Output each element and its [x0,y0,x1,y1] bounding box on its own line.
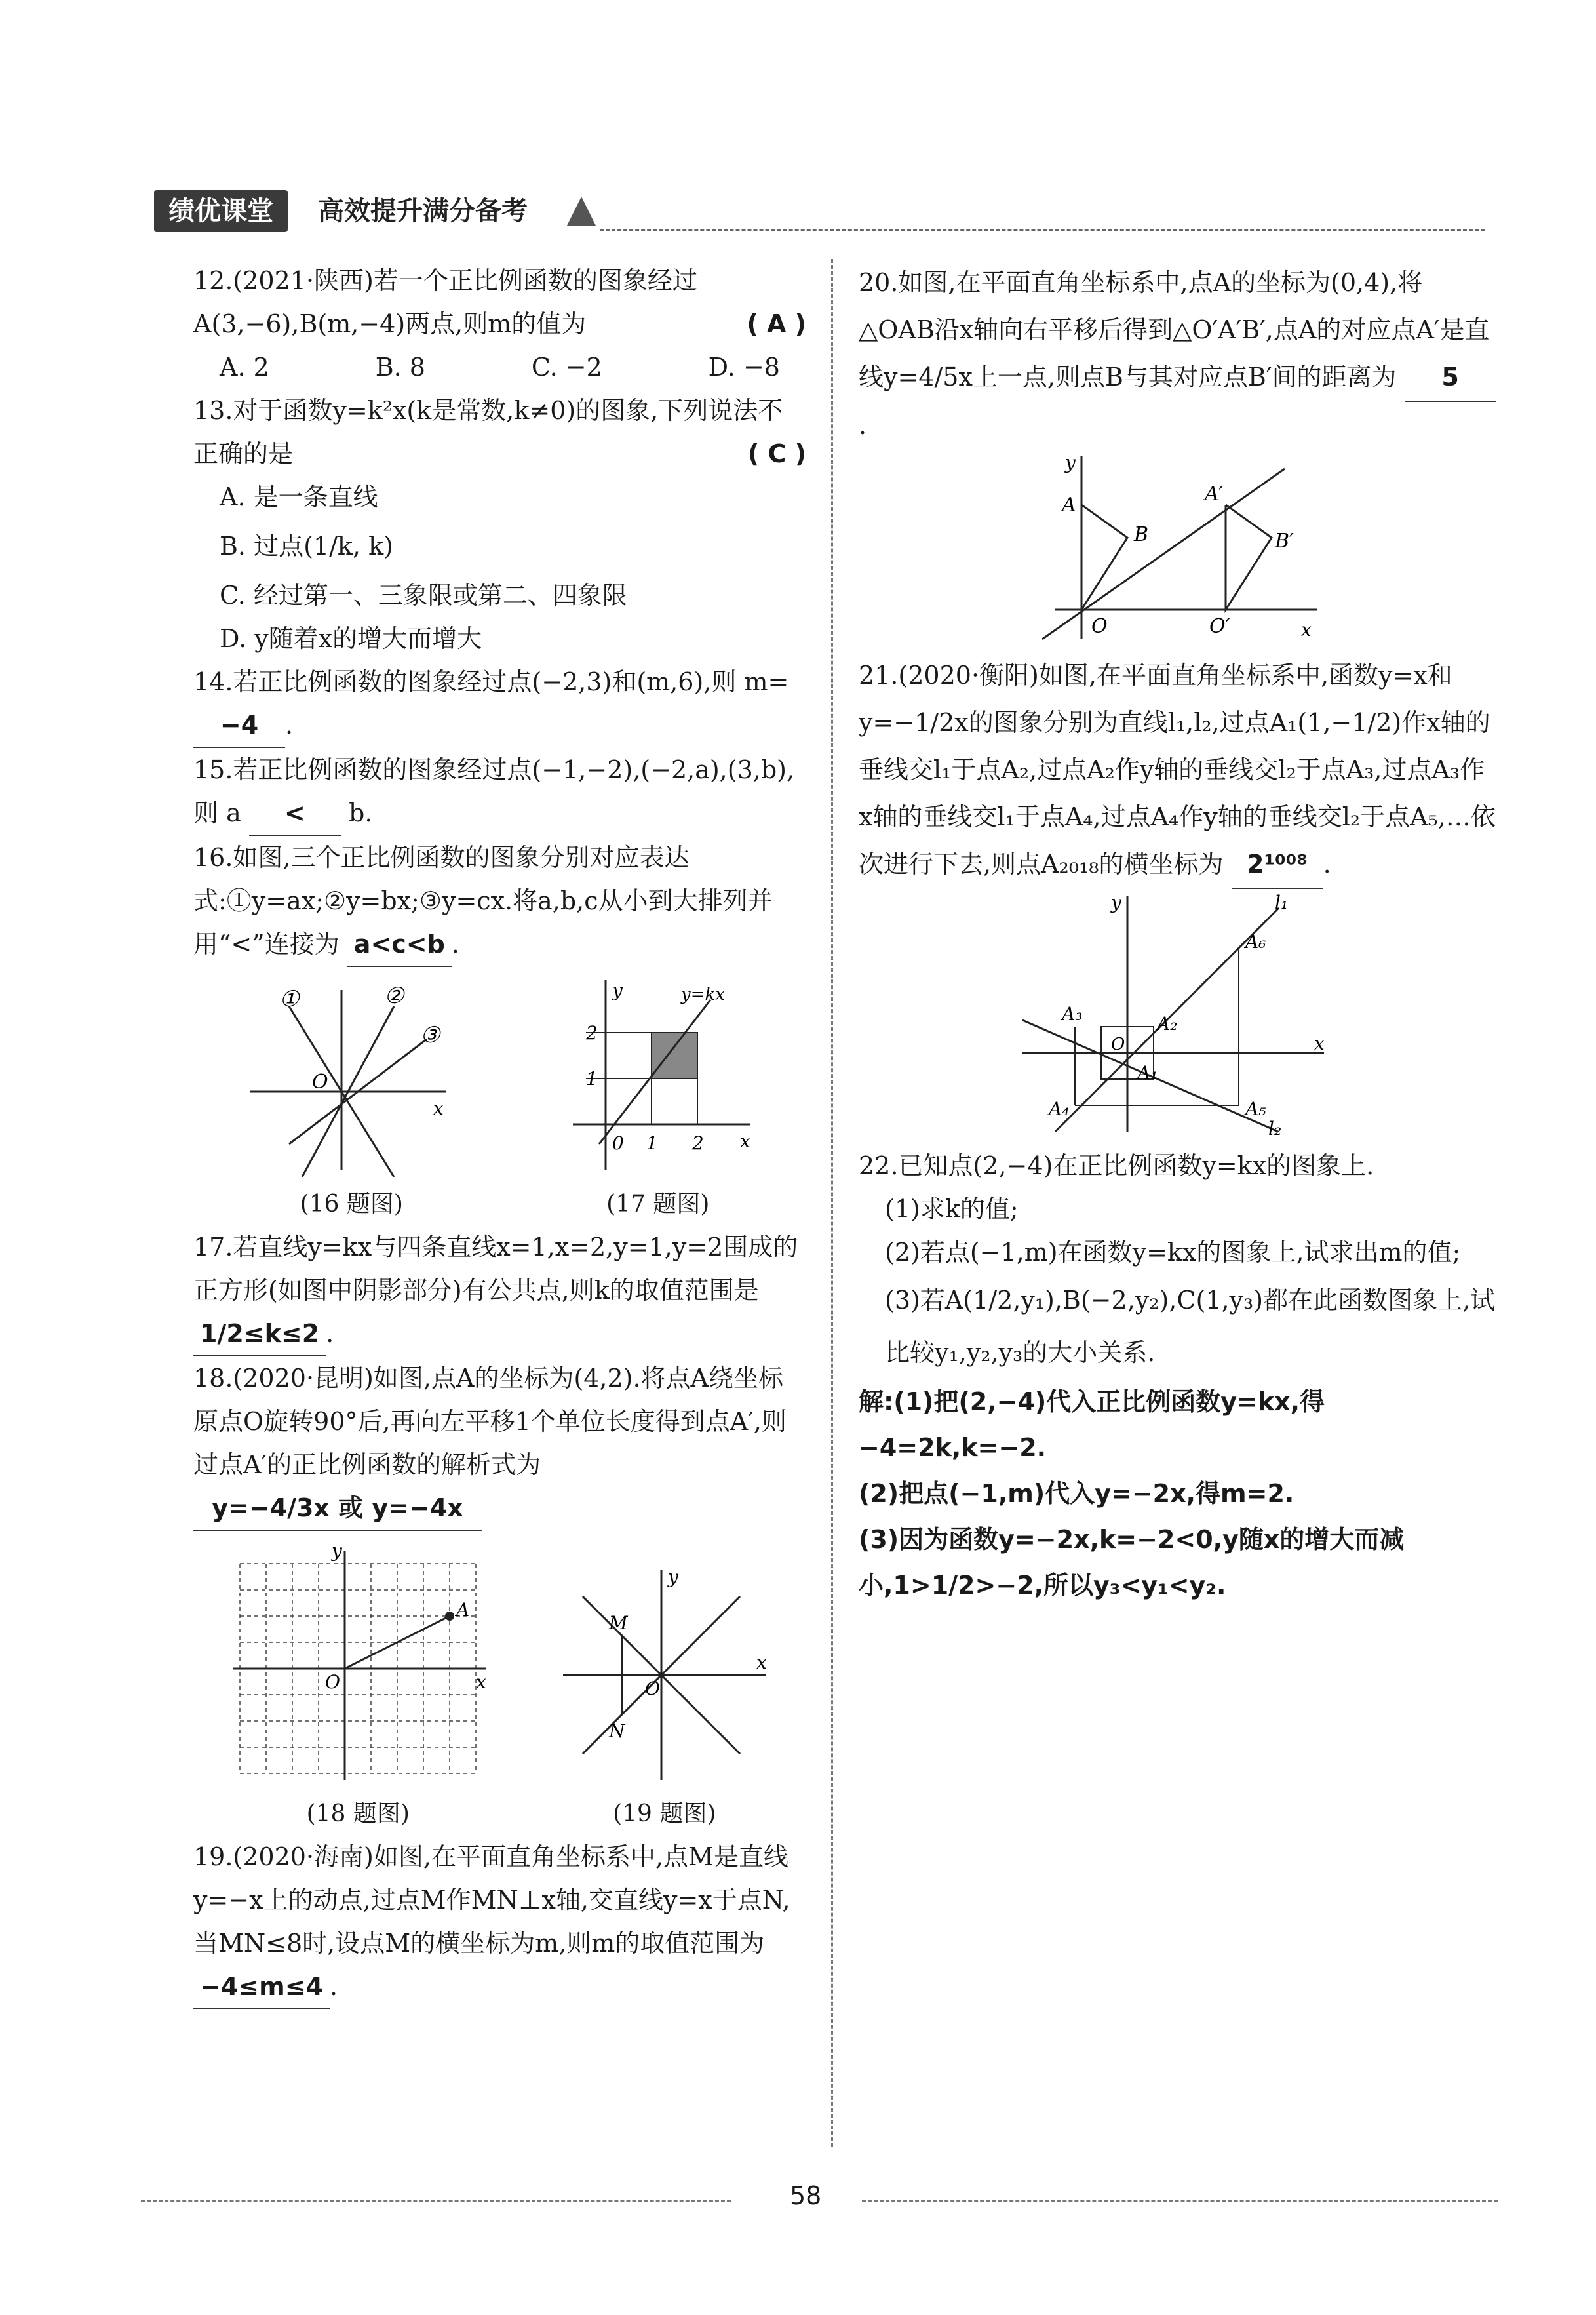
point-a-prime-label: A′ [1205,483,1224,505]
question-18 [193,1356,806,1486]
question-text: 13.对于函数y=k²x(k是常数,k≠0)的图象,下列说法不正确的是 [193,396,783,468]
triangle-icon [567,197,596,226]
question-text: 17.若直线y=kx与四条直线x=1,x=2,y=1,y=2围成的正方形(如图中阴影部分)有公共点,则k的取值范围是 [193,1233,798,1305]
figure-row-16-17 [193,974,806,1219]
origin-label: O [1091,615,1108,638]
question-text: 14.若正比例函数的图象经过点(−2,3)和(m,6),则 m= [193,667,789,696]
label-1: ① [279,987,300,1012]
right-column [859,259,1498,1608]
point-a6-label: A₆ [1245,931,1266,953]
answer-18 [193,1486,806,1531]
tick-1: 1 [646,1132,658,1154]
subquestion: (2)若点(−1,m)在函数y=kx的图象上,试求出m的值; [885,1238,1461,1267]
origin-label: O [1111,1035,1125,1054]
question-22: 22.已知点(2,−4)在正比例函数y=kx的图象上. [859,1151,1374,1180]
header-divider [600,229,1485,231]
origin-label: O [325,1671,341,1693]
question-text: 12.(2021·陕西)若一个正比例函数的图象经过A(3,−6),B(m,−4)两点,则m的值为 [193,266,697,338]
y-axis-label: y [1111,892,1121,913]
y-axis-label: y [612,979,623,1001]
figure-caption: (19 题图) [613,1800,716,1827]
question-21: 21.(2020·衡阳)如图,在平面直角坐标系中,函数y=x和y=−1/2x的图象分别为直线l₁,l₂,过点A₁(1,−1/2)作x轴的垂线交l₁于点A₂,过点A₂作y轴的垂线交l₂于点A₃,过点A₃作x轴的垂线交l₁于点A₄,过点A₄作y轴的垂线交l₂于点A₅,…依次进行下去,则点A₂₀₁₈的横坐标为 2¹⁰⁰⁸ . [859,652,1498,889]
x-axis-label: x [476,1671,487,1693]
point-a4-label: A₄ [1049,1098,1070,1120]
label-2: ② [384,987,404,1009]
figure-20 [859,449,1498,652]
answer-blank: < [249,791,341,836]
options-12 [193,346,806,389]
footer-divider [141,2200,731,2202]
figure-19 [556,1564,773,1829]
left-column [193,259,806,2009]
tick-y1: 1 [585,1068,598,1090]
question-13 [193,389,806,475]
figure-21-graph [1016,889,1331,1138]
figure-21 [859,889,1498,1144]
point-a2-label: A₂ [1157,1013,1178,1035]
page-header [154,190,1498,236]
option: C. 经过第一、三象限或第二、四象限 [220,581,627,610]
question-14: 14.若正比例函数的图象经过点(−2,3)和(m,6),则 m= −4 . [193,660,806,748]
answer-blank: 2¹⁰⁰⁸ [1232,841,1323,889]
point-a1-label: A₁ [1137,1062,1158,1084]
question-text: 19.(2020·海南)如图,在平面直角坐标系中,点M是直线y=−x上的动点,过点M作MN⊥x轴,交直线y=x于点N,当MN≤8时,设点M的横坐标为m,则m的取值范围为 [193,1842,790,1958]
point-a5-label: A₅ [1245,1098,1266,1120]
x-axis-label: x [1314,1033,1325,1054]
label-3: ③ [420,1022,440,1048]
question-16: 16.如图,三个正比例函数的图象分别对应表达式:①y=ax;②y=bx;③y=cx.将a,b,c从小到大排列并用“<”连接为 a<c<b . [193,836,806,967]
x-axis-label: x [433,1098,444,1119]
origin-label: O [644,1678,660,1699]
point-a-label: A [1062,494,1076,517]
page-number: 58 [790,2181,822,2210]
figure-16 [243,987,459,1219]
subquestion: (1)求k的值; [885,1195,1019,1223]
option: A. 是一条直线 [220,483,378,511]
column-divider [831,259,833,2147]
origin-label: O [312,1071,328,1094]
question-text: 18.(2020·昆明)如图,点A的坐标为(4,2).将点A绕坐标原点O旋转90°后,再向左平移1个单位长度得到点A′,则过点A′的正比例函数的解析式为 [193,1364,787,1479]
line-label: y=kx [680,985,725,1004]
figure-row-18-19 [193,1537,806,1829]
point-b-label: B [1134,523,1149,546]
option: C. −2 [531,353,602,382]
question-19: 19.(2020·海南)如图,在平面直角坐标系中,点M是直线y=−x上的动点,过点M作MN⊥x轴,交直线y=x于点N,当MN≤8时,设点M的横坐标为m,则m的取值范围为 −4≤m≤4 . [193,1835,806,2009]
figure-17-graph [560,974,756,1177]
y-axis-label: y [1065,452,1076,473]
answer-choice: ( C ) [747,439,806,468]
figure-20-graph [1042,449,1324,646]
solution-line: 解:(1)把(2,−4)代入正比例函数y=kx,得−4=2k,k=−2. [859,1387,1325,1462]
footer-divider [862,2200,1498,2202]
line-l2-label: l₂ [1268,1118,1282,1138]
answer-blank: 1/2≤k≤2 [193,1312,326,1356]
point-a3-label: A₃ [1062,1003,1083,1025]
y-axis-label: y [332,1540,343,1562]
figure-caption: (16 题图) [300,1191,403,1217]
answer-blank: −4 [193,703,285,748]
answer-blank: y=−4/3x 或 y=−4x [193,1486,482,1531]
x-axis-label: x [1301,619,1312,641]
point-a-label: A [456,1599,470,1621]
brand-label: 绩优课堂 [154,190,288,232]
question-tail: b. [348,799,373,827]
y-axis-label: y [667,1566,678,1588]
figure-17 [560,974,756,1219]
question-17: 17.若直线y=kx与四条直线x=1,x=2,y=1,y=2围成的正方形(如图中阴影部分)有公共点,则k的取值范围是 1/2≤k≤2 . [193,1225,806,1356]
question-12 [193,259,806,346]
question-20: 20.如图,在平面直角坐标系中,点A的坐标为(0,4),将△OAB沿x轴向右平移后得到△O′A′B′,点A的对应点A′是直线y=4/5x上一点,则点B与其对应点B′间的距离为 5. [859,259,1498,449]
question-text: 21.(2020·衡阳)如图,在平面直角坐标系中,函数y=x和y=−1/2x的图象分别为直线l₁,l₂,过点A₁(1,−1/2)作x轴的垂线交l₁于点A₂,过点A₂作y轴的垂线交l₂于点A₃,过点A₃作x轴的垂线交l₁于点A₄,过点A₄作y轴的垂线交l₂于点A₅,…依次进行下去,则点A₂₀₁₈的横坐标为 [859,661,1496,879]
question-15 [193,748,806,836]
point-m-label: M [608,1612,628,1634]
point-o-prime-label: O′ [1209,615,1230,638]
figure-16-graph [243,987,459,1177]
option: D. −8 [708,353,780,382]
subquestion: (3)若A(1/2,y₁),B(−2,y₂),C(1,y₃)都在此函数图象上,试比较y₁,y₂,y₃的大小关系. [885,1286,1496,1367]
option: D. y随着x的增大而增大 [220,624,482,653]
line-l1-label: l₁ [1275,892,1289,913]
figure-caption: (17 题图) [606,1191,710,1217]
option: B. 过点(1/k, k) [220,532,393,561]
figure-19-graph [556,1564,773,1787]
question-text: 16.如图,三个正比例函数的图象分别对应表达式:①y=ax;②y=bx;③y=cx.将a,b,c从小到大排列并用“<”连接为 [193,843,773,959]
point-n-label: N [608,1720,625,1742]
solution-line: (3)因为函数y=−2x,k=−2<0,y随x的增大而减小,1>1/2>−2,所以y₃<y₁<y₂. [859,1525,1405,1600]
answer-blank: 5 [1405,353,1496,402]
x-axis-label: x [739,1130,750,1152]
answer-choice: ( A ) [747,309,806,338]
option: A. 2 [220,353,269,382]
answer-blank: a<c<b [347,922,452,967]
slogan: 高效提升满分备考 [318,196,528,226]
figure-caption: (18 题图) [306,1800,410,1827]
tick-2: 2 [691,1132,704,1154]
tick-y2: 2 [585,1022,598,1044]
figure-18-graph [227,1537,489,1787]
origin-label: 0 [612,1132,624,1154]
option: B. 8 [375,353,425,382]
solution-line: (2)把点(−1,m)代入y=−2x,得m=2. [859,1479,1294,1508]
point-b-prime-label: B′ [1275,530,1294,553]
answer-blank: −4≤m≤4 [193,1965,330,2009]
x-axis-label: x [756,1652,767,1673]
question-text: 15.若正比例函数的图象经过点(−1,−2),(−2,a),(3,b),则 a [193,755,795,827]
figure-18 [227,1537,489,1829]
question-text: 20.如图,在平面直角坐标系中,点A的坐标为(0,4),将△OAB沿x轴向右平移后得到△O′A′B′,点A的对应点A′是直线y=4/5x上一点,则点B与其对应点B′间的距离为 [859,268,1490,391]
